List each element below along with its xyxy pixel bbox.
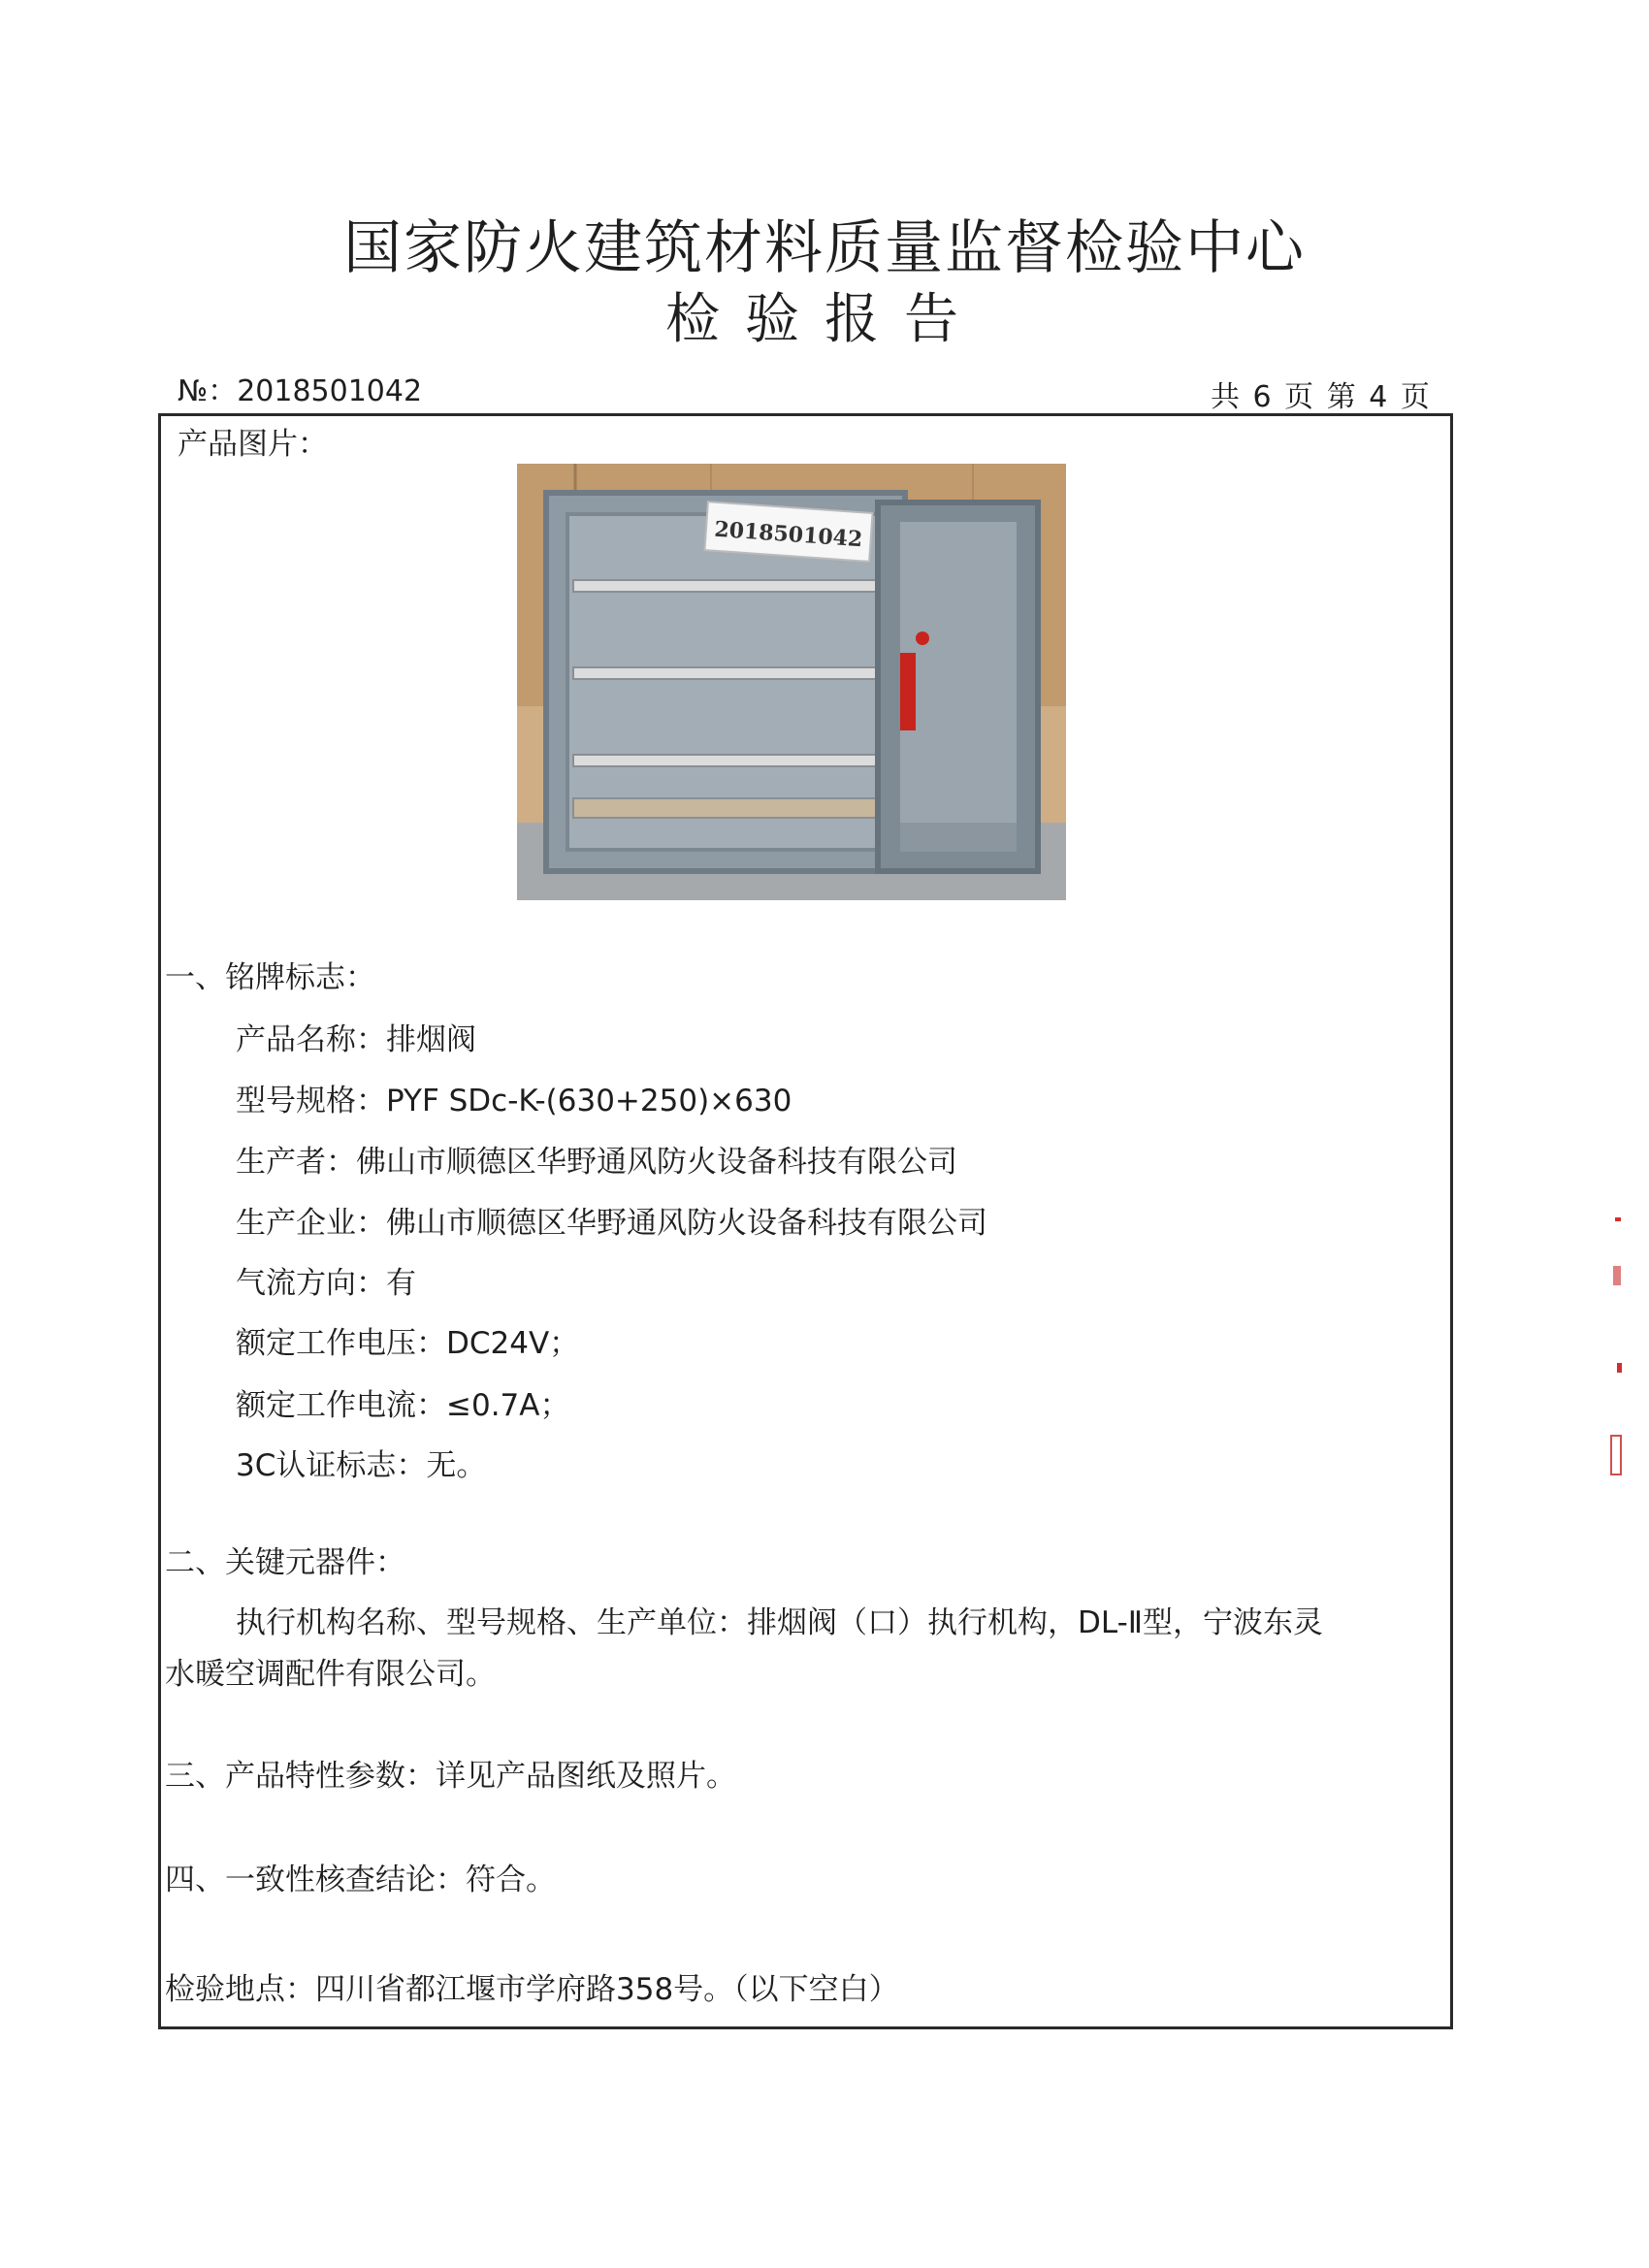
photo-label: 产品图片： [178, 427, 328, 462]
nameplate-line: 型号规格：PYF SDc-K-(630+250)×630 [236, 1084, 792, 1118]
sample-tag-text: 2018501042 [713, 516, 864, 553]
nameplate-line: 3C认证标志：无。 [236, 1448, 487, 1483]
components-line: 水暖空调配件有限公司。 [165, 1657, 496, 1692]
report-number: №：2018501042 [178, 374, 423, 408]
location-line: 检验地点：四川省都江堰市学府路358号。（以下空白） [165, 1972, 899, 2007]
report-title: 国家防火建筑材料质量监督检验中心 [343, 214, 1306, 282]
characteristics-line: 三、产品特性参数：详见产品图纸及照片。 [165, 1759, 736, 1794]
nameplate-line: 额定工作电流：≤0.7A； [236, 1388, 570, 1423]
nameplate-line: 生产者：佛山市顺德区华野通风防火设备科技有限公司 [236, 1145, 957, 1180]
components-line: 执行机构名称、型号规格、生产单位：排烟阀（口）执行机构，DL-Ⅱ型，宁波东灵 [236, 1605, 1324, 1640]
nameplate-line: 气流方向：有 [236, 1266, 416, 1301]
report-subtitle: 检验报告 [665, 288, 984, 351]
nameplate-heading: 一、铭牌标志： [165, 960, 375, 995]
product-photo [517, 464, 1066, 900]
conformity-line: 四、一致性核查结论：符合。 [165, 1863, 556, 1897]
components-heading: 二、关键元器件： [165, 1545, 405, 1580]
nameplate-line: 产品名称：排烟阀 [236, 1022, 476, 1057]
nameplate-line: 额定工作电压：DC24V； [236, 1326, 580, 1361]
nameplate-line: 生产企业：佛山市顺德区华野通风防火设备科技有限公司 [236, 1206, 987, 1241]
page-count: 共 6 页 第 4 页 [1211, 380, 1432, 414]
seal-edge-marks [1605, 1217, 1634, 1508]
